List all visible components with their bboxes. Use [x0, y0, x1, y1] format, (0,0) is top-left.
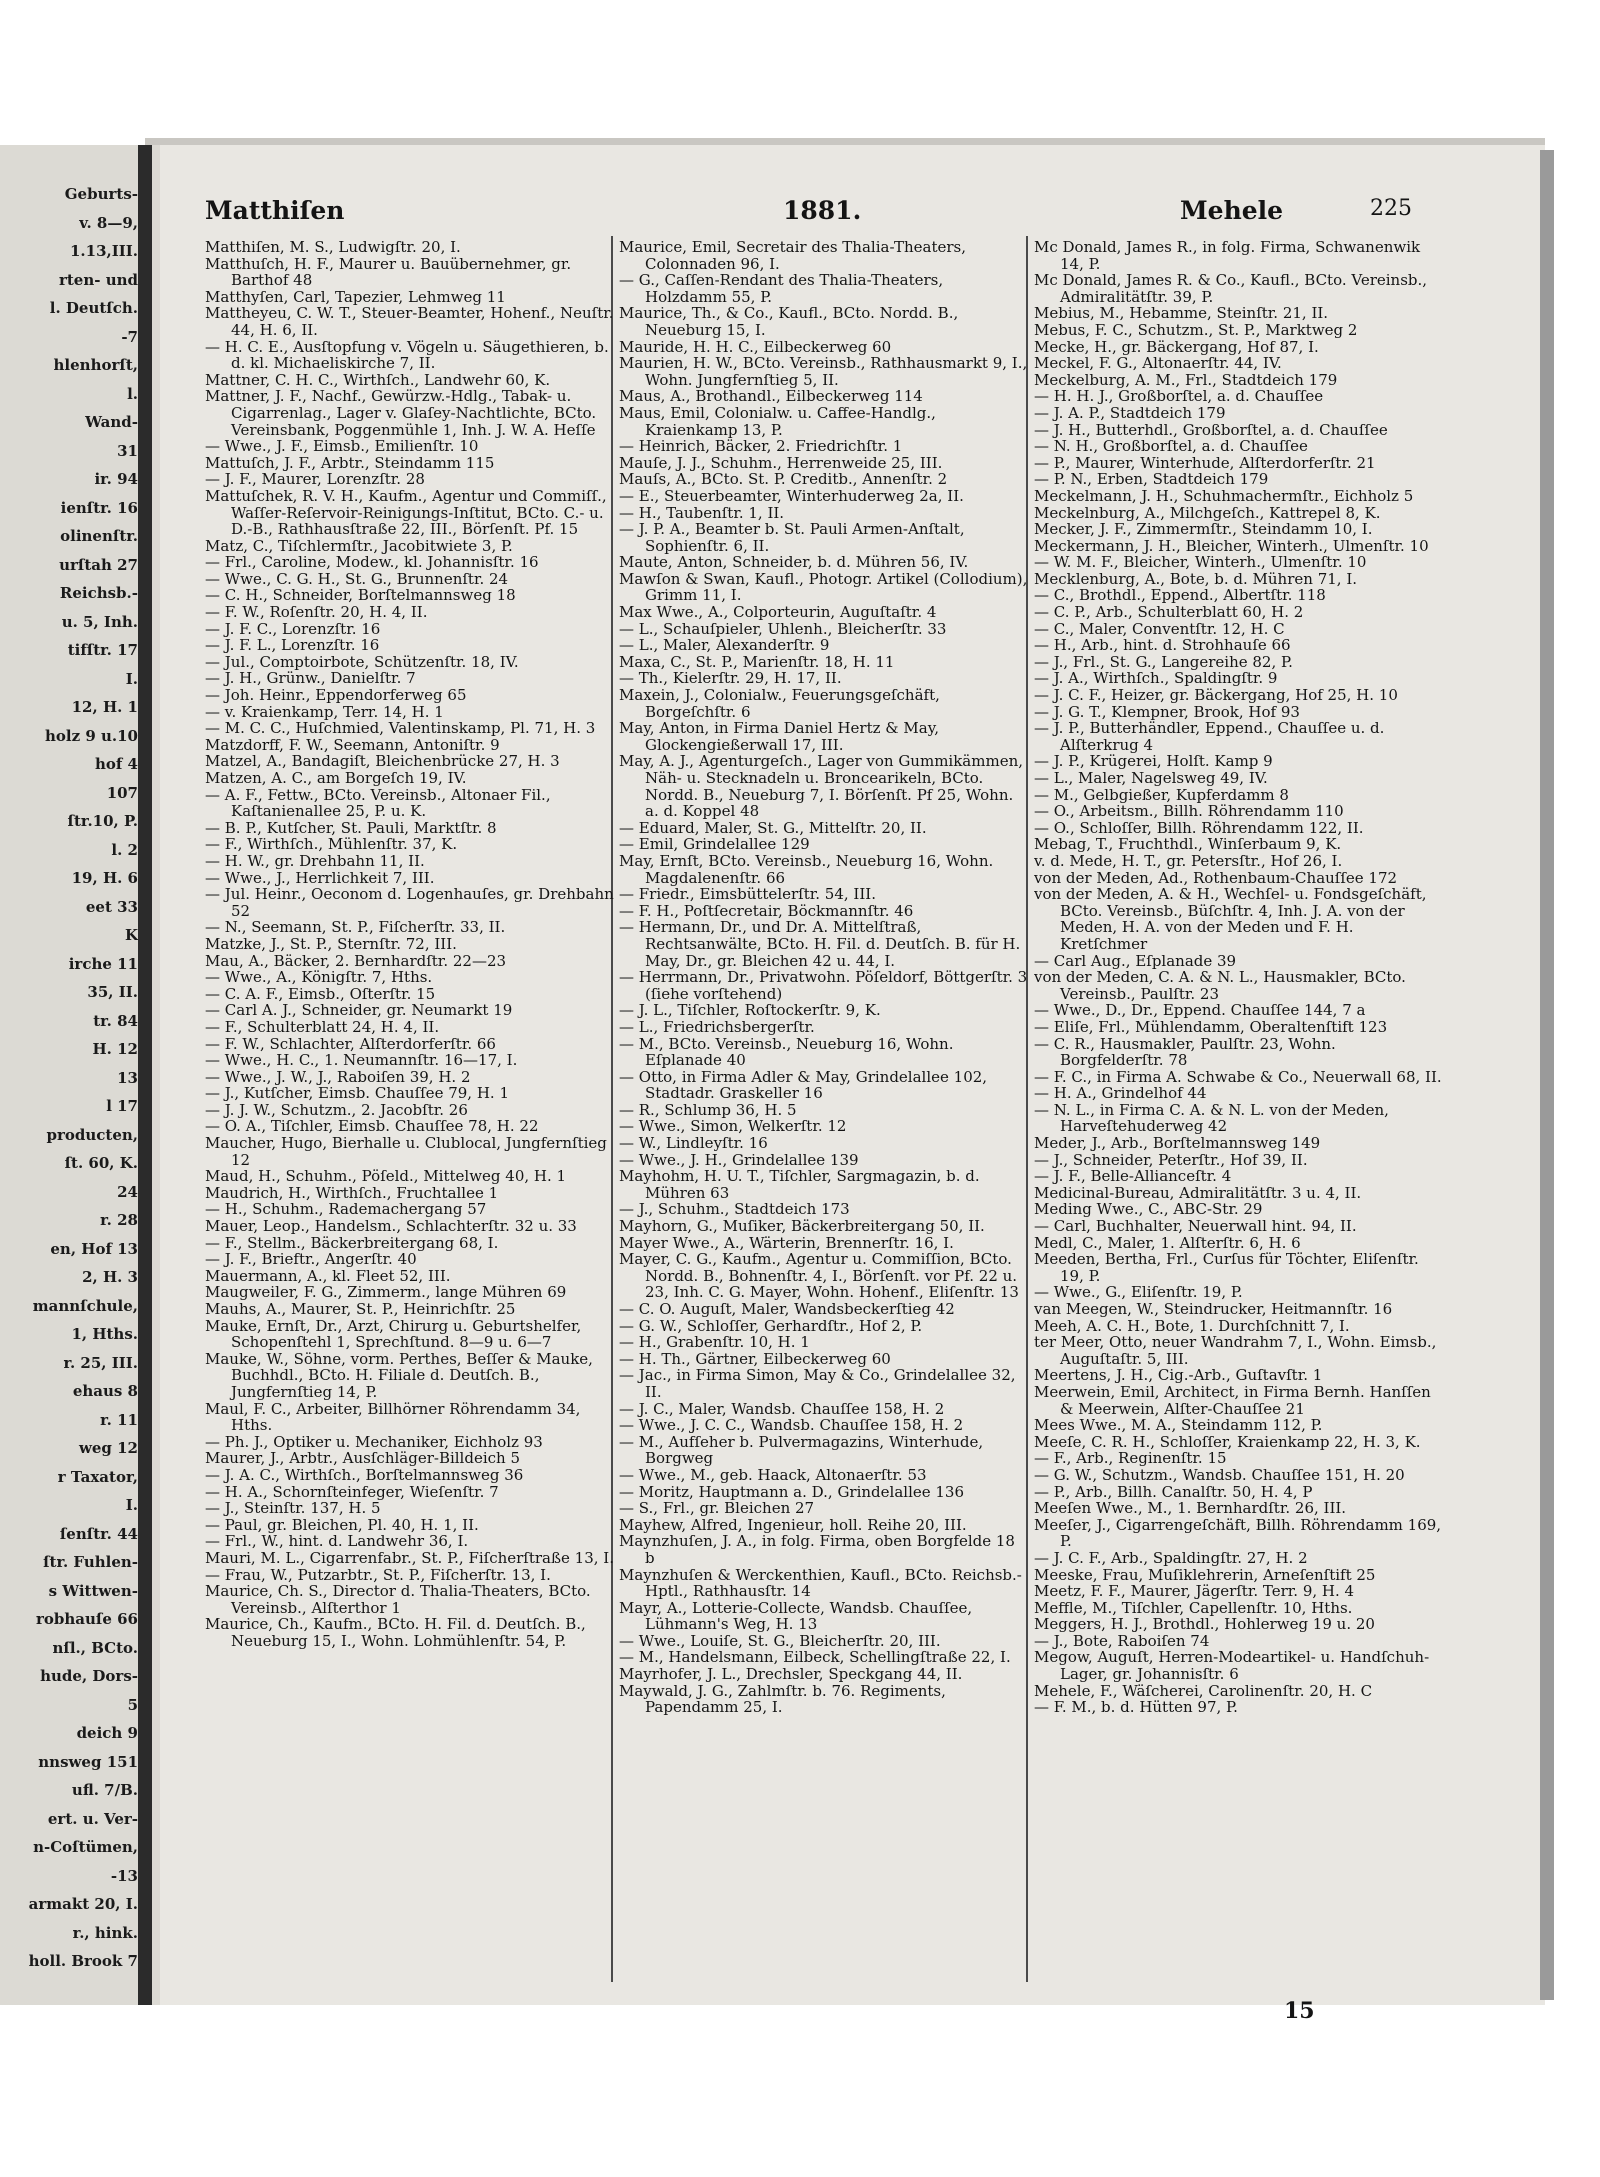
previous-page-fragment: nnsweg 151 [38, 1752, 138, 1771]
directory-entry: — O., Arbeitsm., Billh. Röhrendamm 110 [1034, 802, 1344, 821]
directory-entry: Medicinal-Bureau, Admiralitätſtr. 3 u. 4, II. [1034, 1183, 1362, 1202]
book-spine [138, 145, 152, 2005]
directory-entry: — Wwe., G., Eliſenſtr. 19, P. [1034, 1283, 1243, 1302]
directory-entry: van Meegen, W., Steindrucker, Heitmannſtr. 16 [1034, 1300, 1393, 1318]
directory-entry: — A. F., Fettw., BCto. Vereinsb., Altonaer Fil., Kaſtanienallee 25, P. u. K. [205, 785, 551, 821]
directory-entry: — H., Schuhm., Rademachergang 57 [205, 1200, 487, 1219]
previous-page-fragment: hlenhorſt, [53, 356, 138, 374]
directory-entry: Meckermann, J. H., Bleicher, Winterh., Ulmenſtr. 10 [1034, 536, 1429, 555]
previous-page-fragment: l. Deutſch. [49, 299, 138, 317]
directory-entry: Mauke, W., Söhne, vorm. Perthes, Beſſer & Mauke, Buchhdl., BCto. H. Filiale d. Deutſch. B., Jungfernſtieg 14, P. [205, 1349, 593, 1401]
directory-entry: Meeſen Wwe., M., 1. Bernhardſtr. 26, III. [1034, 1499, 1347, 1518]
previous-page-fragment: nſl., BCto. [52, 1638, 138, 1657]
directory-entry: — N., Seemann, St. P., Fiſcherſtr. 33, II. [205, 918, 506, 937]
previous-page-fragment: urſtah 27 [59, 555, 138, 574]
running-header [205, 196, 1515, 226]
previous-page-fragment: Geburts- [64, 185, 138, 203]
directory-entry: — Otto, in Firma Adler & May, Grindelallee 102, Stadtadr. Graskeller 16 [619, 1067, 988, 1103]
directory-entry: — Heinrich, Bäcker, 2. Friedrichſtr. 1 [619, 437, 903, 456]
directory-entry: — P. N., Erben, Stadtdeich 179 [1034, 470, 1269, 489]
directory-entry: — J. P., Butterhändler, Eppend., Chauſſee u. d. Alſterkrug 4 [1034, 719, 1385, 754]
directory-entry: — Wwe., D., Dr., Eppend. Chauſſee 144, 7 a [1034, 1001, 1366, 1020]
directory-entry: — C., Maler, Conventſtr. 12, H. C [1034, 619, 1285, 638]
directory-entry: Mayer, C. G., Kaufm., Agentur u. Commiſſion, BCto. Nordd. B., Bohnenſtr. 4, I., Börſenſt. vor Pf. 22 u. 23, Inh. C. G. Mayer, Wohn. Hohenf., Eliſenſtr. 13 [619, 1250, 1019, 1302]
previous-page-fragment: l. [127, 384, 138, 403]
directory-entry: — Herrmann, Dr., Privatwohn. Pöſeldorf, Böttgerſtr. 3 (ſiehe vorſtehend) [619, 968, 1028, 1003]
directory-entry: — C. P., Arb., Schulterblatt 60, H. 2 [1034, 603, 1304, 622]
directory-entry: — Jul. Heinr., Oeconom d. Logenhauſes, gr. Drehbahn 52 [205, 885, 614, 920]
previous-page-fragment: l. 2 [111, 840, 138, 859]
directory-entry: — Moritz, Hauptmann a. D., Grindelallee 136 [619, 1482, 965, 1501]
directory-entry: — J. C. F., Arb., Spaldingſtr. 27, H. 2 [1034, 1548, 1308, 1567]
directory-entry: Mauke, Ernſt, Dr., Arzt, Chirurg u. Geburtshelfer, Schopenſtehl 1, Sprechſtund. 8—9 u. 6—7 [205, 1316, 582, 1352]
previous-page-fragment: ſenſtr. 44 [59, 1524, 138, 1543]
directory-entry: Maxa, C., St. P., Marienſtr. 18, H. 11 [619, 652, 895, 671]
directory-entry: — H., Arb., hint. d. Strohhauſe 66 [1034, 636, 1291, 655]
directory-entry: ter Meer, Otto, neuer Wandrahm 7, I., Wohn. Eimsb., Auguſtaſtr. 5, III. [1034, 1333, 1437, 1368]
directory-entry: — W. M. F., Bleicher, Winterh., Ulmenſtr. 10 [1034, 553, 1367, 572]
directory-entry: — C. A. F., Eimsb., Oſterſtr. 15 [205, 984, 436, 1003]
directory-entry: — O., Schloſſer, Billh. Röhrendamm 122, II. [1034, 818, 1364, 837]
directory-entry: Mauer, Leop., Handelsm., Schlachterſtr. 32 u. 33 [205, 1217, 577, 1236]
directory-entry: Meckelmann, J. H., Schuhmachermſtr., Eichholz 5 [1034, 486, 1414, 505]
directory-entry: — J. P., Krügerei, Holſt. Kamp 9 [1034, 752, 1273, 771]
directory-entry: — Emil, Grindelallee 129 [619, 835, 810, 854]
previous-page-fragment: r. 11 [100, 1410, 138, 1429]
directory-entry: — J., Kutſcher, Eimsb. Chauſſee 79, H. 1 [205, 1084, 509, 1103]
directory-entry: — M. C. C., Huſchmied, Valentinskamp, Pl. 71, H. 3 [205, 719, 596, 738]
directory-entry: — N. H., Großborſtel, a. d. Chauſſee [1034, 437, 1308, 456]
directory-entry: — J., Bote, Raboiſen 74 [1034, 1631, 1210, 1650]
directory-entry: — Wwe., J. W., J., Raboiſen 39, H. 2 [205, 1067, 471, 1086]
directory-entry: Medl, C., Maler, 1. Alſterſtr. 6, H. 6 [1034, 1233, 1301, 1252]
directory-entry: — J. C., Maler, Wandsb. Chauſſee 158, H. 2 [619, 1399, 945, 1418]
directory-entry: — J. F., Brieftr., Angerſtr. 40 [205, 1250, 417, 1269]
previous-page-fragment: 24 [117, 1182, 138, 1201]
directory-entry: — W., Lindleyſtr. 16 [619, 1134, 768, 1153]
directory-entry: — H. C. E., Ausſtopfung v. Vögeln u. Säugethieren, b. d. kl. Michaeliskirche 7, II. [205, 337, 609, 373]
previous-page-fragment: Wand- [85, 413, 138, 431]
directory-entry: — H. Th., Gärtner, Eilbeckerweg 60 [619, 1349, 891, 1368]
directory-entry: — O. A., Tiſchler, Eimsb. Chauſſee 78, H. 22 [205, 1117, 539, 1136]
previous-page-fragment: 1, Hths. [71, 1325, 138, 1343]
directory-entry: — L., Schauſpieler, Uhlenh., Bleicherſtr. 33 [619, 619, 947, 638]
directory-entry: Maywald, J. G., Zahlmſtr. b. 76. Regiments, Papendamm 25, I. [619, 1681, 946, 1717]
directory-entry: — J. F. C., Lorenzſtr. 16 [205, 619, 381, 638]
directory-entry: Mebag, T., Fruchthdl., Winſerbaum 9, K. [1034, 835, 1342, 854]
directory-entry: Mayhorn, G., Muſiker, Bäckerbreitergang 50, II. [619, 1217, 985, 1236]
directory-entry: — P., Maurer, Winterhude, Alſterdorferſtr. 21 [1034, 453, 1376, 472]
directory-entry: Meffle, M., Tiſchler, Capellenſtr. 10, Hths. [1034, 1598, 1353, 1617]
previous-page-fragment: r., hink. [72, 1923, 138, 1942]
previous-page-fragment: r. 25, III. [63, 1353, 138, 1372]
directory-entry: — Carl, Buchhalter, Neuerwall hint. 94, II. [1034, 1217, 1357, 1236]
directory-entry: Mauermann, A., kl. Fleet 52, III. [205, 1266, 451, 1285]
directory-entry: — F. W., Schlachter, Alſterdorferſtr. 66 [205, 1034, 496, 1053]
directory-entry: Mauſe, J. J., Schuhm., Herrenweide 25, III. [619, 453, 943, 472]
directory-entry: Meeſer, J., Cigarrengeſchäft, Billh. Röhrendamm 169, P. [1034, 1515, 1442, 1551]
previous-page-fragment: hof 4 [94, 755, 138, 773]
directory-entry: Maynzhuſen & Werckenthien, Kaufl., BCto. Reichsb.-Hptl., Rathhausſtr. 14 [619, 1565, 1022, 1601]
directory-entry: — H. W., gr. Drehbahn 11, II. [205, 851, 425, 870]
previous-page-fragment: ienſtr. 16 [60, 498, 138, 517]
directory-entry: — Eduard, Maler, St. G., Mittelſtr. 20, II. [619, 818, 927, 837]
directory-entry: — Frl., W., hint. d. Landwehr 36, I. [205, 1532, 469, 1551]
directory-entry: — Frl., Caroline, Modew., kl. Johannisſtr. 16 [205, 553, 539, 572]
directory-entry: Mayhohm, H. U. T., Tiſchler, Sargmagazin, b. d. Mühren 63 [619, 1167, 980, 1202]
previous-page-fragment: olinenſtr. [60, 527, 138, 545]
directory-entry: Matzel, A., Bandagiſt, Bleichenbrücke 27, H. 3 [205, 752, 560, 771]
directory-entry: Mauſs, A., BCto. St. P. Creditb., Annenſtr. 2 [619, 470, 948, 489]
directory-entry: — Wwe., Simon, Welkerſtr. 12 [619, 1117, 847, 1136]
directory-entry: — J. P. A., Beamter b. St. Pauli Armen-Anſtalt, Sophienſtr. 6, II. [619, 520, 965, 555]
previous-page-fragment: irche 11 [68, 954, 138, 973]
directory-entry: — Jac., in Firma Simon, May & Co., Grindelallee 32, II. [619, 1366, 1016, 1401]
previous-page-fragment: tifſtr. 17 [67, 641, 138, 659]
directory-entry: — Wwe., J. F., Eimsb., Emilienſtr. 10 [205, 437, 479, 456]
directory-entry: — S., Frl., gr. Bleichen 27 [619, 1499, 815, 1518]
directory-entry: — Wwe., M., geb. Haack, Altonaerſtr. 53 [619, 1465, 927, 1484]
previous-page-fragment: 2, H. 3 [82, 1268, 138, 1286]
previous-page-fragment: -7 [121, 327, 138, 346]
directory-entry: — J. H., Butterhdl., Großborſtel, a. d. Chauſſee [1034, 420, 1388, 439]
directory-entry: — F. H., Poſtſecretair, Böckmannſtr. 46 [619, 901, 914, 920]
directory-entry: — v. Kraienkamp, Terr. 14, H. 1 [205, 702, 444, 721]
directory-entry: — J. H., Grünw., Danielſtr. 7 [205, 669, 416, 688]
directory-entry: Mebius, M., Hebamme, Steinſtr. 21, II. [1034, 304, 1329, 323]
previous-page-fragment: 31 [117, 441, 138, 460]
previous-page-fragment: s Wittwen- [48, 1581, 138, 1600]
previous-page-fragment: en, Hof 13 [50, 1239, 138, 1258]
previous-page-fragment: armakt 20, I. [28, 1895, 138, 1913]
previous-page-fragment: 13 [117, 1068, 138, 1087]
directory-entry: Maugweiler, F. G., Zimmerm., lange Mühren 69 [205, 1283, 567, 1302]
directory-entry: Mayr, A., Lotterie-Collecte, Wandsb. Chauſſee, Lühmann's Weg, H. 13 [619, 1598, 973, 1634]
directory-entry: — F., Schulterblatt 24, H. 4, II. [205, 1017, 440, 1036]
directory-entry: Mc Donald, James R., in folg. Firma, Schwanenwik 14, P. [1034, 239, 1421, 273]
directory-entry: Maus, Emil, Colonialw. u. Caffee-Handlg., Kraienkamp 13, P. [619, 403, 936, 439]
previous-page-fragment: u. 5, Inh. [61, 612, 138, 631]
directory-entry: — Th., Kielerſtr. 29, H. 17, II. [619, 669, 842, 688]
directory-entry: Matzen, A. C., am Borgeſch 19, IV. [205, 769, 467, 787]
directory-entry: Maute, Anton, Schneider, b. d. Mühren 56, IV. [619, 553, 969, 572]
directory-entry: Meetz, F. F., Maurer, Jägerſtr. Terr. 9, H. 4 [1034, 1582, 1355, 1601]
directory-entry: Mattner, J. F., Nachf., Gewürzw.-Hdlg., Tabak- u. Cigarrenlag., Lager v. Glaſey-Nachtlichte, BCto. Vereinsbank, Poggenmühle 1, Inh. J. W. A. Heſſe [205, 387, 597, 439]
directory-entry: Mattuſch, J. F., Arbtr., Steindamm 115 [205, 453, 495, 472]
previous-page-fragment: Reichsb.- [59, 584, 138, 602]
directory-entry: — Carl A. J., Schneider, gr. Neumarkt 19 [205, 1001, 513, 1020]
directory-entry: Meckel, F. G., Altonaerſtr. 44, IV. [1034, 354, 1282, 373]
directory-entry: Mebus, F. C., Schutzm., St. P., Marktweg 2 [1034, 320, 1358, 339]
directory-entry: — J., Schneider, Peterſtr., Hof 39, II. [1034, 1150, 1308, 1169]
directory-entry: Meggers, H. J., Brothdl., Hohlerweg 19 u. 20 [1034, 1615, 1375, 1634]
directory-entry: Mattheyeu, C. W. T., Steuer-Beamter, Hohenf., Neuſtr. 44, H. 6, II. [205, 304, 614, 339]
previous-page-fragment: ſtr. Fuhlen- [43, 1553, 138, 1571]
directory-entry: — M., Handelsmann, Eilbeck, Schellingſtraße 22, I. [619, 1648, 1011, 1667]
previous-page-fragment: holz 9 u.10 [44, 726, 138, 745]
directory-entry: Mayrhofer, J. L., Drechsler, Speckgang 44, II. [619, 1665, 963, 1684]
directory-entry: — Paul, gr. Bleichen, Pl. 40, H. 1, II. [205, 1515, 479, 1534]
directory-entry: — F. C., in Firma A. Schwabe & Co., Neuerwall 68, II. [1034, 1067, 1442, 1086]
directory-entry: Matthyſen, Carl, Tapezier, Lehmweg 11 [205, 287, 506, 306]
directory-entry: — J. A. P., Stadtdeich 179 [1034, 403, 1226, 422]
directory-entry: — G. W., Schloſſer, Gerhardſtr., Hof 2, P. [619, 1316, 923, 1335]
directory-entry: Maxein, J., Colonialw., Feuerungsgeſchäft, Borgeſchſtr. 6 [619, 686, 940, 721]
directory-entry: — N. L., in Firma C. A. & N. L. von der Meden, Harveſtehuderweg 42 [1034, 1100, 1389, 1136]
previous-page-fragment: producten, [46, 1125, 138, 1144]
header-page-number: 225 [1370, 196, 1412, 221]
previous-page-fragment: v. 8—9, [79, 213, 138, 232]
directory-entry: — C. R., Hausmakler, Paulſtr. 23, Wohn. Borgfelderſtr. 78 [1034, 1034, 1336, 1070]
directory-entry: Maynzhuſen, J. A., in folg. Firma, oben Borgfelde 18 b [619, 1532, 1015, 1567]
directory-entry: — G., Caſſen-Rendant des Thalia-Theaters, Holzdamm 55, P. [619, 271, 944, 306]
previous-page-fragment: l 17 [106, 1097, 138, 1115]
directory-entry: Meeske, Frau, Muſiklehrerin, Arneſenſtift 25 [1034, 1565, 1376, 1584]
previous-page-fragment: rten- und [58, 270, 138, 289]
directory-entry: — J. A., Wirthſch., Spaldingſtr. 9 [1034, 669, 1278, 688]
directory-entry: — H., Taubenſtr. 1, II. [619, 503, 785, 522]
directory-entry: — Wwe., H. C., 1. Neumannſtr. 16—17, I. [205, 1051, 518, 1070]
directory-entry: Mees Wwe., M. A., Steindamm 112, P. [1034, 1416, 1323, 1435]
directory-entry: — F. W., Roſenſtr. 20, H. 4, II. [205, 603, 428, 622]
directory-entry: Mauhs, A., Maurer, St. P., Heinrichſtr. 25 [205, 1300, 516, 1318]
directory-entry: — Eliſe, Frl., Mühlendamm, Oberaltenſtift 123 [1034, 1017, 1388, 1036]
previous-page-fragment: holl. Brook 7 [28, 1952, 138, 1970]
directory-entry: Mauride, H. H. C., Eilbeckerweg 60 [619, 337, 892, 356]
directory-entry: Megow, Auguſt, Herren-Modeartikel- u. Handſchuh-Lager, gr. Johannisſtr. 6 [1034, 1648, 1430, 1684]
directory-entry: — C. O. Auguſt, Maler, Wandsbeckerſtieg 42 [619, 1300, 955, 1318]
directory-entry: May, Ernſt, BCto. Vereinsb., Neueburg 16, Wohn. Magdalenenſtr. 66 [619, 851, 994, 887]
previous-page-fragment: 5 [127, 1695, 138, 1714]
previous-page-fragment: hude, Dors- [40, 1667, 138, 1685]
directory-entry: — H. A., Grindelhof 44 [1034, 1084, 1207, 1103]
previous-page-fragment: H. 12 [92, 1040, 138, 1058]
directory-column-1 [205, 239, 615, 1987]
directory-entry: — R., Schlump 36, H. 5 [619, 1100, 797, 1119]
previous-page-strip [0, 145, 160, 2005]
directory-entry: Mehele, F., Wäſcherei, Carolinenſtr. 20, H. C [1034, 1681, 1373, 1700]
directory-entry: — Wwe., J., Herrlichkeit 7, III. [205, 868, 435, 887]
directory-entry: — Wwe., J. H., Grindelallee 139 [619, 1150, 859, 1169]
previous-page-fragment: ehaus 8 [72, 1382, 138, 1400]
directory-entry: — Friedr., Eimsbüttelerſtr. 54, III. [619, 885, 876, 904]
previous-page-fragment: ſtr.10, P. [67, 812, 138, 830]
directory-entry: — J., Steinſtr. 137, H. 5 [205, 1499, 381, 1518]
directory-entry: — M., Gelbgießer, Kupferdamm 8 [1034, 785, 1289, 804]
directory-column-2 [619, 239, 1029, 1987]
previous-page-fragment: ir. 94 [94, 470, 138, 488]
directory-entry: Mauri, M. L., Cigarrenfabr., St. P., Fiſcherſtraße 13, I. [205, 1548, 614, 1567]
previous-page-fragment: 107 [106, 783, 138, 802]
previous-page-fragment: ſt. 60, K. [64, 1154, 138, 1172]
directory-entry: Maucher, Hugo, Bierhalle u. Clublocal, Jungfernſtieg 12 [205, 1134, 607, 1169]
directory-entry: Meertens, J. H., Cig.-Arb., Guſtavſtr. 1 [1034, 1366, 1323, 1385]
directory-entry: Maurice, Ch. S., Director d. Thalia-Theaters, BCto. Vereinsb., Alſterthor 1 [205, 1582, 591, 1617]
directory-entry: Matzdorff, F. W., Seemann, Antoniſtr. 9 [205, 735, 500, 754]
directory-entry: — Jul., Comptoirbote, Schützenſtr. 18, IV. [205, 652, 519, 671]
directory-entry: — H. H. J., Großborſtel, a. d. Chauſſee [1034, 387, 1324, 406]
directory-entry: — J. L., Tiſchler, Roſtockerſtr. 9, K. [619, 1001, 881, 1020]
directory-entry: — J. A. C., Wirthſch., Borſtelmannsweg 36 [205, 1465, 524, 1484]
directory-entry: Meeden, Bertha, Frl., Curſus für Töchter, Eliſenſtr. 19, P. [1034, 1250, 1419, 1285]
directory-entry: — Wwe., A., Königſtr. 7, Hths. [205, 968, 433, 987]
directory-entry: Meckelburg, A. M., Frl., Stadtdeich 179 [1034, 370, 1338, 389]
directory-entry: Maurice, Ch., Kaufm., BCto. H. Fil. d. Deutſch. B., Neueburg 15, I., Wohn. Lohmühlenſtr. 54, P. [205, 1615, 586, 1650]
directory-entry: — F. M., b. d. Hütten 97, P. [1034, 1698, 1238, 1717]
directory-entry: — L., Friedrichsbergerſtr. [619, 1017, 815, 1036]
directory-entry: v. d. Mede, H. T., gr. Petersſtr., Hof 26, I. [1034, 851, 1343, 870]
previous-page-fragment: 1.13,III. [69, 242, 138, 260]
directory-entry: — J. C. F., Heizer, gr. Bäckergang, Hof 25, H. 10 [1034, 686, 1398, 705]
previous-page-fragment: 19, H. 6 [71, 869, 138, 887]
directory-entry: Maud, H., Schuhm., Pöſeld., Mittelweg 40, H. 1 [205, 1167, 567, 1186]
directory-entry: Max Wwe., A., Colporteurin, Auguſtaſtr. 4 [619, 603, 937, 622]
previous-page-fragment: r. 28 [100, 1211, 138, 1229]
directory-entry: von der Meden, C. A. & N. L., Hausmakler, BCto. Vereinsb., Paulſtr. 23 [1034, 968, 1406, 1003]
directory-entry: — Frau, W., Putzarbtr., St. P., Fiſcherſtr. 13, I. [205, 1565, 551, 1584]
directory-entry: Mecklenburg, A., Bote, b. d. Mühren 71, I. [1034, 569, 1358, 588]
directory-entry: May, A. J., Agenturgeſch., Lager von Gummikämmen, Näh- u. Stecknadeln u. Broncearikeln, BCto. Nordd. B., Neueburg 7, I. Börſenſt. Pf 25, Wohn. a. d. Koppel 48 [619, 752, 1023, 821]
directory-entry: Maurien, H. W., BCto. Vereinsb., Rathhausmarkt 9, I., Wohn. Jungfernſtieg 5, II. [619, 354, 1028, 389]
directory-entry: Matthuſch, H. F., Maurer u. Bauübernehmer, gr. Barthof 48 [205, 254, 572, 290]
header-left-keyword: Matthiſen [205, 196, 345, 225]
directory-entry: Mau, A., Bäcker, 2. Bernhardſtr. 22—23 [205, 951, 507, 970]
directory-entry: — Wwe., Louiſe, St. G., Bleicherſtr. 20, III. [619, 1631, 941, 1650]
footer-page-number: 15 [1284, 1998, 1315, 2024]
directory-entry: — J., Schuhm., Stadtdeich 173 [619, 1200, 850, 1219]
previous-page-fragment: weg 12 [78, 1439, 138, 1457]
directory-entry: Mattuſchek, R. V. H., Kaufm., Agentur und Commiſſ., Waſſer-Reſervoir-Reinigungs-Inſtitut, BCto. C.- u. D.-B., Rathhausſtraße 22, III., Börſenſt. Pf. 15 [205, 486, 607, 539]
directory-entry: — H., Grabenſtr. 10, H. 1 [619, 1333, 810, 1352]
directory-entry: — J. G. T., Klempner, Brook, Hof 93 [1034, 702, 1300, 721]
header-year: 1881. [783, 196, 862, 225]
previous-page-fragment: tr. 84 [93, 1011, 138, 1030]
directory-entry: Mattner, C. H. C., Wirthſch., Landwehr 60, K. [205, 370, 551, 389]
directory-entry: — J. F., Belle-Allianceſtr. 4 [1034, 1167, 1232, 1186]
directory-entry: — Hermann, Dr., und Dr. A. Mittelſtraß, Rechtsanwälte, BCto. H. Fil. d. Deutſch. B. für H. May, Dr., gr. Bleichen 42 u. 44, I. [619, 918, 1021, 970]
directory-entry: Mayer Wwe., A., Wärterin, Brennerſtr. 16, I. [619, 1233, 954, 1252]
previous-page-fragment: mannſchule, [32, 1296, 138, 1315]
directory-entry: — J. F., Maurer, Lorenzſtr. 28 [205, 470, 425, 489]
directory-entry: Meding Wwe., C., ABC-Str. 29 [1034, 1200, 1263, 1219]
directory-entry: — H. A., Schornſteinfeger, Wieſenſtr. 7 [205, 1482, 499, 1501]
header-right-keyword: Mehele [1180, 196, 1284, 225]
directory-entry: May, Anton, in Firma Daniel Hertz & May, Glockengießerwall 17, III. [619, 719, 939, 754]
directory-entry: — P., Arb., Billh. Canalſtr. 50, H. 4, P [1034, 1482, 1313, 1501]
directory-entry: — Joh. Heinr., Eppendorferweg 65 [205, 686, 467, 705]
directory-entry: — L., Maler, Alexanderſtr. 9 [619, 636, 830, 655]
directory-entry: Meckelnburg, A., Milchgeſch., Kattrepel 8, K. [1034, 503, 1381, 522]
previous-page-fragment: 12, H. 1 [71, 698, 138, 716]
previous-page-fragment: I. [125, 669, 138, 688]
directory-entry: Meerwein, Emil, Architect, in Firma Bernh. Hanſſen & Meerwein, Alſter-Chauſſee 21 [1034, 1382, 1431, 1418]
directory-entry: von der Meden, A. & H., Wechſel- u. Fondsgeſchäft, BCto. Vereinsb., Büſchſtr. 4, Inh. J. A. von der Meden, H. A. von der Meden und F. H. Kretſchmer [1034, 885, 1427, 953]
directory-entry: — Ph. J., Optiker u. Mechaniker, Eichholz 93 [205, 1432, 543, 1451]
previous-page-fragment: ufl. 7/B. [71, 1781, 138, 1799]
previous-page-fragment: 35, II. [87, 983, 138, 1001]
directory-entry: Maurice, Th., & Co., Kaufl., BCto. Nordd. B., Neueburg 15, I. [619, 304, 959, 339]
previous-page-fragment: r Taxator, [57, 1467, 138, 1486]
directory-entry: Meeſe, C. R. H., Schloſſer, Kraienkamp 22, H. 3, K. [1034, 1432, 1421, 1451]
directory-entry: von der Meden, Ad., Rothenbaum-Chauſſee 172 [1034, 868, 1398, 887]
directory-entry: Matz, C., Tiſchlermſtr., Jacobitwiete 3, P. [205, 536, 513, 555]
directory-entry: — C., Brothdl., Eppend., Albertſtr. 118 [1034, 586, 1326, 605]
previous-page-fragment: ert. u. Ver- [47, 1809, 138, 1828]
directory-entry: — J., Frl., St. G., Langereihe 82, P. [1034, 652, 1293, 671]
previous-page-fragment: -13 [110, 1866, 138, 1885]
directory-column-3 [1034, 239, 1444, 1987]
directory-entry: — F., Stellm., Bäckerbreitergang 68, I. [205, 1233, 499, 1252]
previous-page-fragment: n-Coſtümen, [33, 1838, 138, 1856]
directory-entry: — J. J. W., Schutzm., 2. Jacobſtr. 26 [205, 1100, 468, 1119]
directory-entry: Meeh, A. C. H., Bote, 1. Durchſchnitt 7, I. [1034, 1316, 1350, 1335]
directory-entry: — E., Steuerbeamter, Winterhuderweg 2a, II. [619, 486, 964, 505]
directory-entry: — F., Arb., Reginenſtr. 15 [1034, 1449, 1227, 1468]
directory-entry: — C. H., Schneider, Borſtelmannsweg 18 [205, 586, 516, 605]
directory-entry: Mayhew, Alfred, Ingenieur, holl. Reihe 20, III. [619, 1515, 967, 1534]
directory-entry: — G. W., Schutzm., Wandsb. Chauſſee 151, H. 20 [1034, 1465, 1405, 1484]
directory-entry: — Wwe., C. G. H., St. G., Brunnenſtr. 24 [205, 569, 509, 588]
directory-entry: Mecke, H., gr. Bäckergang, Hof 87, I. [1034, 337, 1319, 356]
directory-entry: Meder, J., Arb., Borſtelmannsweg 149 [1034, 1134, 1321, 1153]
directory-entry: Mc Donald, James R. & Co., Kaufl., BCto. Vereinsb., Admiralitätſtr. 39, P. [1034, 271, 1428, 306]
directory-entry: — L., Maler, Nagelsweg 49, IV. [1034, 769, 1268, 787]
previous-page-fragment: deich 9 [76, 1724, 138, 1742]
directory-entry: — J. F. L., Lorenzſtr. 16 [205, 636, 380, 655]
page-right-edge [1540, 150, 1554, 2000]
directory-entry: — F., Wirthſch., Mühlenſtr. 37, K. [205, 835, 458, 854]
directory-entry: Maurer, J., Arbtr., Ausſchläger-Billdeich 5 [205, 1449, 521, 1468]
directory-entry: Maul, F. C., Arbeiter, Billhörner Röhrendamm 34, Hths. [205, 1399, 581, 1435]
directory-entry: Maurice, Emil, Secretair des Thalia-Theaters, Colonnaden 96, I. [619, 239, 967, 273]
directory-entry: Maus, A., Brothandl., Eilbeckerweg 114 [619, 387, 923, 406]
directory-entry: Matthiſen, M. S., Ludwigſtr. 20, I. [205, 239, 461, 256]
directory-entry: Matzke, J., St. P., Sternſtr. 72, III. [205, 934, 457, 953]
directory-entry: Mecker, J. F., Zimmermſtr., Steindamm 10, I. [1034, 520, 1373, 539]
directory-entry: — Carl Aug., Eſplanade 39 [1034, 951, 1237, 970]
directory-entry: — Wwe., J. C. C., Wandsb. Chauſſee 158, H. 2 [619, 1416, 964, 1435]
directory-entry: — B. P., Kutſcher, St. Pauli, Marktſtr. 8 [205, 818, 497, 837]
previous-page-fragment: K [124, 926, 138, 944]
previous-page-fragment: I. [125, 1496, 138, 1514]
previous-page-fragment: eet 33 [85, 897, 138, 916]
directory-entry: Mawſon & Swan, Kaufl., Photogr. Artikel (Collodium), Grimm 11, I. [619, 569, 1028, 605]
directory-entry: — M., Aufſeher b. Pulvermagazins, Winterhude, Borgweg [619, 1432, 984, 1468]
previous-page-fragment: robhauſe 66 [35, 1610, 138, 1628]
directory-entry: — M., BCto. Vereinsb., Neueburg 16, Wohn. Eſplanade 40 [619, 1034, 954, 1070]
directory-entry: Maudrich, H., Wirthſch., Fruchtallee 1 [205, 1183, 499, 1202]
